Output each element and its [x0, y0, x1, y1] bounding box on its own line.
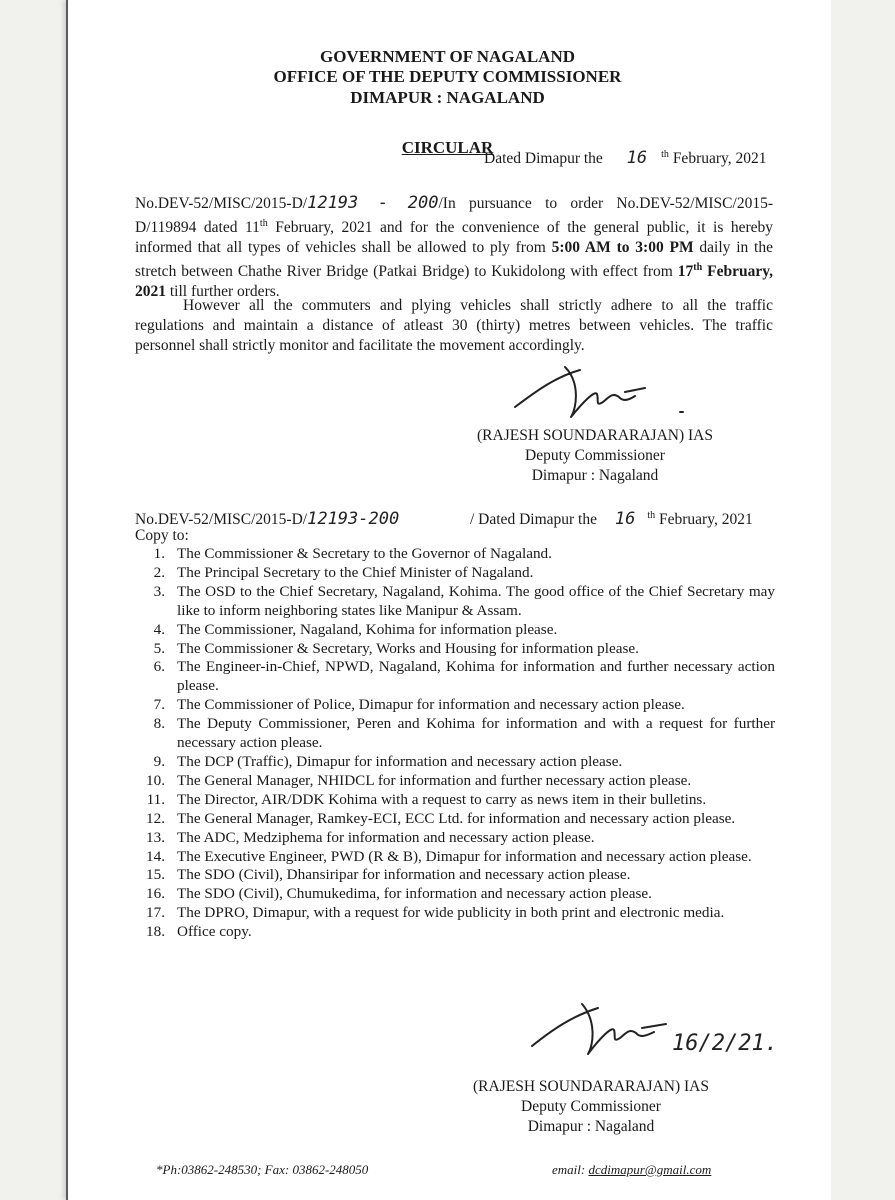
- copy-list-item-text: The Commissioner of Police, Dimapur for information and necessary action please.: [177, 696, 685, 714]
- copy-date-suffix: February, 2021: [659, 511, 753, 528]
- copy-list-item-text: The Engineer-in-Chief, NPWD, Nagaland, Kohima for information and further necessary action please.: [177, 658, 775, 695]
- date-suffix: February, 2021: [672, 150, 767, 167]
- copy-list-item-text: The Commissioner & Secretary to the Governor of Nagaland.: [177, 545, 552, 562]
- copy-list-item-text: Office copy.: [177, 923, 252, 941]
- copy-list-item-text: The General Manager, Ramkey-ECI, ECC Ltd. for information and necessary action please.: [177, 809, 736, 827]
- effective-date-rest: February, 2021: [135, 263, 773, 301]
- copy-list-item-text: The Director, AIR/DDK Kohima with a request to carry as news item in their bulletins.: [177, 790, 707, 808]
- copy-list-item: [135, 848, 775, 867]
- copy-list-item: [135, 753, 775, 772]
- copy-list-item-number: 11.: [146, 790, 165, 808]
- copy-list-item-text: The Commissioner, Nagaland, Kohima for information please.: [177, 620, 558, 638]
- copy-list-item: [135, 564, 775, 583]
- signatory-2-name: (RAJESH SOUNDARARAJAN) IAS: [473, 1078, 709, 1095]
- copy-list-item-number: 14.: [146, 847, 165, 865]
- signatory-2-title: Deputy Commissioner: [521, 1098, 661, 1115]
- copy-list-item-number: 6.: [153, 658, 165, 676]
- copy-list-item-number: 17.: [146, 904, 165, 922]
- copy-list-item: [135, 885, 775, 904]
- date-prefix: Dated Dimapur the: [484, 150, 603, 167]
- signatory-name: (RAJESH SOUNDARARAJAN) IAS: [477, 427, 713, 444]
- copy-list-item-text: The Commissioner & Secretary, Works and Housing for information please.: [177, 639, 639, 657]
- copy-ref-line: [135, 509, 443, 529]
- copy-list-item-number: 18.: [146, 923, 165, 941]
- signature-1-block: [470, 426, 720, 486]
- paragraph-1-text-a: February, 2021 and for the convenience of the general public, it is hereby informed that all types of vehicles shall be allowed to ply from: [135, 219, 774, 257]
- circular-title: CIRCULAR: [401, 138, 494, 157]
- copy-list-item-number: 7.: [153, 696, 165, 714]
- copy-list-item: [135, 810, 775, 829]
- copy-list-item-number: 15.: [146, 866, 165, 884]
- copy-list-item: [135, 923, 775, 942]
- copy-list-item: [135, 829, 775, 848]
- signature-2-block: [466, 1077, 716, 1137]
- copy-list-item: [135, 545, 775, 564]
- copy-list-item-text: The Executive Engineer, PWD (R & B), Dimapur for information and necessary action please.: [177, 847, 752, 865]
- copy-list-item-number: 5.: [153, 639, 165, 657]
- copy-list-item-number: 8.: [153, 715, 165, 733]
- footer-contact-email: [552, 1162, 711, 1178]
- paragraph-2-text: However all the commuters and plying vehicles shall strictly adhere to all the traffic regulations and maintain a distance of atleast 30 (thirty) metres between vehicles. The traffic personnel shall strictly monitor and facilitate the movement accordingly.: [135, 297, 773, 354]
- date-day-suffix: th: [661, 148, 669, 160]
- ref-order-text: /In pursuance to order No.DEV-52/MISC/2015-D/119894 dated 11: [135, 195, 773, 237]
- copy-list-item: [135, 791, 775, 810]
- circular-date: [484, 148, 767, 168]
- copy-list-item-number: 4.: [153, 620, 165, 638]
- copy-list-item: [135, 658, 775, 696]
- copy-ref-handwritten: 12193-200: [307, 509, 400, 529]
- paragraph-1-text-c: till further orders.: [169, 283, 280, 301]
- copy-list-item-text: The Principal Secretary to the Chief Minister of Nagaland.: [177, 563, 534, 581]
- copy-list-item-text: The DCP (Traffic), Dimapur for information and necessary action please.: [177, 752, 623, 770]
- copy-date-day-handwritten: 16: [614, 509, 636, 529]
- copy-list-item: [135, 640, 775, 659]
- signatory-place: Dimapur : Nagaland: [531, 467, 659, 484]
- copy-to-list: [135, 545, 775, 942]
- date-day-handwritten: 16: [626, 148, 648, 168]
- copy-date: [470, 509, 753, 529]
- letterhead-line-location: DIMAPUR : NAGALAND: [350, 88, 545, 107]
- signature-1-scribble: [505, 362, 705, 432]
- copy-date-prefix: / Dated Dimapur the: [470, 511, 597, 528]
- copy-list-item: [135, 866, 775, 885]
- ref-order-sup: th: [259, 218, 268, 229]
- circular-body-paragraph-1: [135, 193, 773, 302]
- paragraph-1-text-b: daily in the stretch between Chathe River Bridge (Patkai Bridge) to Kukidolong with effect from: [135, 239, 773, 281]
- handwritten-date: 16/2/21.: [672, 1031, 778, 1056]
- copy-list-item-text: The Deputy Commissioner, Peren and Kohima for information and with a request for further necessary action please.: [177, 715, 775, 752]
- effective-date-sup: th: [693, 262, 703, 274]
- signatory-title: Deputy Commissioner: [525, 447, 665, 464]
- copy-list-item-text: The OSD to the Chief Secretary, Nagaland, Kohima. The good office of the Chief Secretary may like to inform neighboring states like Manipur & Assam.: [177, 582, 775, 619]
- ref-number-prefix: No.DEV-52/MISC/2015-D/: [135, 195, 308, 212]
- letterhead-line-government: GOVERNMENT OF NAGALAND: [319, 47, 575, 66]
- copy-list-item-number: 9.: [153, 752, 165, 770]
- copy-list-item-text: The General Manager, NHIDCL for information and further necessary action please.: [177, 771, 692, 789]
- copy-list-item-text: The DPRO, Dimapur, with a request for wide publicity in both print and electronic media.: [177, 904, 725, 922]
- copy-list-item-text: The SDO (Civil), Chumukedima, for information and necessary action please.: [177, 885, 652, 903]
- ref-number-handwritten: 12193 - 200: [307, 193, 439, 213]
- copy-list-item: [135, 715, 775, 753]
- copy-list-item-text: The ADC, Medziphema for information and necessary action please.: [177, 828, 595, 846]
- email-label: email:: [552, 1162, 586, 1177]
- copy-list-item-number: 13.: [146, 828, 165, 846]
- copy-list-item-number: 2.: [153, 563, 165, 581]
- letterhead-line-office: OFFICE OF THE DEPUTY COMMISSIONER: [273, 67, 622, 86]
- effective-date-day: 17: [677, 263, 694, 281]
- signatory-2-place: Dimapur : Nagaland: [527, 1118, 655, 1135]
- copy-list-item: [135, 696, 775, 715]
- copy-list-item-number: 10.: [146, 771, 165, 789]
- copy-ref-prefix: No.DEV-52/MISC/2015-D/: [135, 511, 308, 528]
- email-link[interactable]: dcdimapur@gmail.com: [588, 1162, 712, 1177]
- signature-2-scribble: [520, 998, 800, 1068]
- copy-list-item: [135, 621, 775, 640]
- copy-list-item: [135, 772, 775, 791]
- copy-list-item: [135, 583, 775, 621]
- copy-list-item-number: 1.: [153, 545, 165, 562]
- circular-body-paragraph-2: [135, 296, 773, 356]
- copy-list-item: [135, 904, 775, 923]
- copy-list-item-number: 12.: [146, 809, 165, 827]
- copy-list-item-number: 16.: [146, 885, 165, 903]
- copy-list-item-number: 3.: [153, 582, 165, 600]
- permitted-time-window: 5:00 AM to 3:00 PM: [551, 239, 694, 257]
- page-edge: [66, 0, 68, 1200]
- footer-contact-phone: *Ph:03862-248530; Fax: 03862-248050: [156, 1162, 369, 1177]
- copy-date-sup: th: [647, 509, 656, 521]
- copy-list-item-text: The SDO (Civil), Dhansiripar for information and necessary action please.: [177, 866, 631, 884]
- copy-to-label: Copy to:: [135, 527, 189, 544]
